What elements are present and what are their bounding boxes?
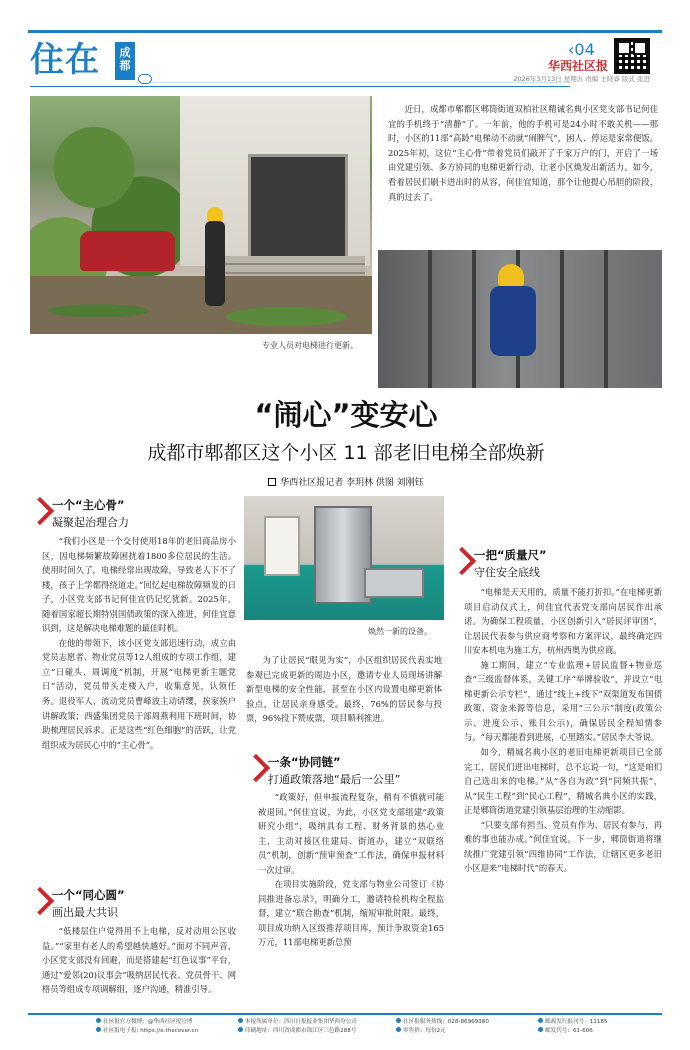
photo-elevator-workers — [30, 96, 372, 334]
paragraph: “低楼层住户觉得用不上电梯，反对动用公区收益。”“家里有老人的希望越快越好。”面对不同声音，小区党支部没有回避，而是搭建起“红色议事”平台，通过“爱邻(20)议事会”吸纳居民代表、党员骨干、网格员等组成专项调解组，逐户沟通，精准引导。 — [42, 926, 236, 995]
dot-icon — [396, 1018, 401, 1023]
column-2-text — [246, 653, 442, 726]
column-3-text-b — [464, 585, 662, 876]
section-title-3: 一条“协同链” — [268, 755, 341, 769]
paragraph: 为了让居民“眼见为实”，小区组织居民代表实地参观已完成更新的周边小区，邀请专业人员现场讲解新型电梯的安全性能，甚至在小区内设置电梯更新体验点，让居民亲身感受。最终，76%的居民参与投票，96%投下赞成票，项目顺利推进。 — [246, 655, 442, 724]
dot-icon — [96, 1027, 101, 1032]
column-1-text — [42, 534, 236, 752]
footer-col-2: 本报所属单位：四川日报报业集团华西分公司 印刷地址：四川省成都市锦江区三色路288号 — [238, 1018, 357, 1036]
intro-paragraph: 近日，成都市郫都区郫筒街道双柏社区精诚名典小区党支部书记何佳宜的手机终于“清静”了。一年前，他的手机可是24小时不敢关机——那时，小区的11部“高龄”电梯动不动就“闹脾气”，困人、停运是家常便饭。2025年初，这位“主心骨”带着党员们敲开了千家万户的门，开启了一场由党建引领、多方协同的电梯更新行动，让老小区焕发出新活力。如今，看着居民们刷卡进出时的从容，何佳宜知道，那个让他提心吊胆的阶段，真的过去了。 — [388, 104, 658, 202]
dot-icon — [538, 1018, 543, 1023]
paragraph: “我们小区是一个交付使用18年的老旧商品房小区，因电梯频繁故障困扰着1800多位居民的生活。使用时间久了，电梯经常出现故障，导致老人下不了楼，孩子上学都得绕道走。”回忆起电梯故障频发的日子，小区党支部书记何佳宜仍记忆犹新。2025年，随着国家超长期特别国债政策的深入推进，何佳宜意识到，这是解决电梯难题的最佳时机。 — [42, 536, 236, 634]
paragraph: 在项目实施阶段，党支部与物业公司签订《协同推进备忘录》，明确分工，邀请特检机构全程监督，建立“联合勘查”机制，缩短审批时限。最终，项目成功纳入区级推荐项目库，预计争取资金165万元，11部电梯更新总预 — [258, 879, 444, 948]
paragraph: “只要支部有担当、党员有作为、居民有参与，再难的事也能办成。”何佳宜说。下一步，郫筒街道将继续推广党建引领“四维协同”工作法，让辖区更多老旧小区迎来“电梯时代”的春天。 — [464, 819, 662, 874]
byline: 华西社区报记者 李玥林 供图 刘刚钰 — [30, 475, 662, 488]
section-title: 住在 — [30, 40, 100, 80]
dateline: 2026年3月13日 星期五 责编 王晓睿 版式 张进 — [513, 75, 650, 83]
dot-icon — [538, 1027, 543, 1032]
section-subtitle-3: 打通政策落地“最后一公里” — [268, 773, 401, 786]
subheadline: 成都市郫都区这个小区 11 部老旧电梯全部焕新 — [147, 442, 545, 464]
chevron-right-icon — [30, 889, 52, 919]
section-head-2 — [30, 887, 230, 923]
chevron-right-icon — [452, 549, 474, 579]
section-subtitle-1: 凝聚起治理合力 — [52, 516, 129, 529]
footer-rule — [28, 1013, 662, 1015]
section-tag: 成都 — [115, 42, 135, 80]
brand-name: 华西社区报 — [548, 59, 609, 73]
paragraph: “电梯是天天用的，质量不能打折扣。”在电梯更新项目启动仪式上，何佳宜代表党支部向居民作出承诺。为确保工程质量，小区创新引入“居民评审团”，让居民代表参与供应商考察和方案评议，最终确定四川安本机电为施工方，杭州西奥为供应商。 — [464, 587, 662, 656]
photo-caption-c: 焕然一新的设备。 — [368, 627, 432, 636]
page-number: ‹04 — [568, 40, 595, 59]
chevron-right-icon — [246, 756, 268, 786]
dot-icon — [238, 1027, 243, 1032]
headline: “闹心”变安心 — [254, 398, 438, 432]
section-head-4 — [452, 547, 662, 583]
paragraph: 如今，精城名典小区的老旧电梯更新项目已全部完工，居民们进出电梯时，总不忘说一句，“这是咱们自己选出来的电梯。”从“各自为政”到“同频共振”，从“民生工程”到“民心工程”，精城名典小区的实践，正是郫筒街道党建引领基层治理的生动缩影。 — [464, 747, 662, 816]
section-title-1: 一个“主心骨” — [52, 498, 125, 512]
dot-icon — [238, 1018, 243, 1023]
paragraph: “政策好，但申报流程复杂，稍有不慎就可能被退回。”何佳宜说，为此，小区党支部组建“政策研究小组”，吸纳具有工程、财务背景的热心业主，主动对接区住建局、街道办，建立“双联络员”机制，创新“预审预查”工作法，确保申报材料一次过审。 — [258, 792, 444, 875]
photo-elevator-shaft — [378, 250, 662, 388]
qr-code-icon — [614, 38, 650, 74]
masthead-thin-rule — [150, 82, 570, 83]
column-1-text-b — [42, 924, 236, 997]
photo-new-equipment — [244, 496, 444, 620]
paragraph: 在他的带领下，该小区党支部迅速行动，成立由党员志愿者、物业党员等12人组成的专项工作组，建立“日碰头、周调度”机制，开展“电梯更新主题党日”活动，党员带头走楼入户，收集意见，认领任务。退役军人、流动党员曹峰波主动请缨，挨家挨户讲解政策；西盛集团党员干部周燕利用下班时间，协助梳理居民诉求。正是这些“红色细胞”的活跃，让党组织成为居民心中的“主心骨”。 — [42, 637, 236, 750]
dot-icon — [396, 1027, 401, 1032]
section-masthead — [30, 36, 150, 84]
byline-box-icon — [268, 478, 276, 486]
chevron-right-icon — [30, 499, 52, 529]
section-head-1 — [30, 497, 230, 533]
paragraph: 施工期间，建立“专业监理+居民监督+物业巡查”三级监督体系，关键工序“举牌验收”，并设立“电梯更新公示专栏”，通过“线上+线下”双渠道发布国债政策、资金来源等信息，采用“三公示”制度(政策公示、进度公示、账目公示)，确保居民全程知情参与。“每天都能看到进展，心里踏实。”居民李大爷说。 — [464, 659, 662, 743]
masthead-rule — [30, 86, 570, 87]
speech-bubble-icon — [138, 74, 152, 84]
top-rule — [28, 30, 662, 33]
section-subtitle-4: 守住安全底线 — [474, 566, 540, 579]
section-title-2: 一个“同心圆” — [52, 888, 125, 902]
section-title-4: 一把“质量尺” — [474, 548, 547, 562]
column-2-text-b — [258, 790, 444, 950]
photo-caption-a: 专业人员对电梯进行更新。 — [262, 341, 358, 350]
footer-col-4: 邮政发行报刊号：11185 邮发代号：61-606 — [538, 1018, 608, 1036]
section-subtitle-2: 画出最大共识 — [52, 906, 118, 919]
dot-icon — [96, 1018, 101, 1023]
footer-col-3: 社区报服务热线：028-86969380 零售价：每份2元 — [396, 1018, 489, 1036]
section-head-3 — [246, 754, 446, 790]
footer-col-1: 社区报官方微博：@华西社区报官博 社区报电子报: https://e.thecover.cn — [96, 1018, 198, 1036]
